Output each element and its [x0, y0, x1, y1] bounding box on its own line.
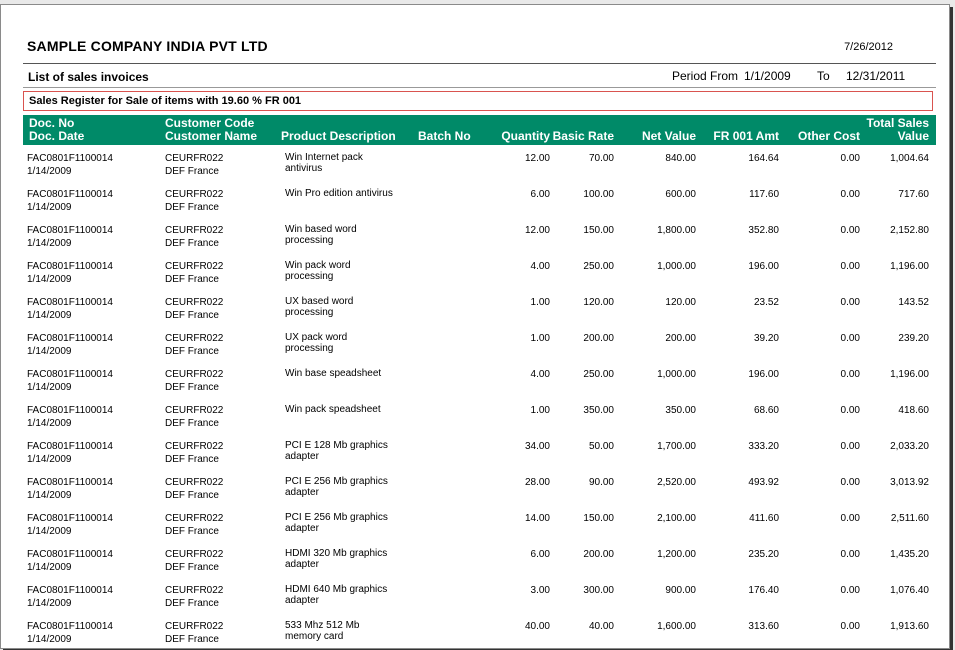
table-row — [23, 292, 936, 328]
customer-code: CEURFR022 — [165, 621, 224, 632]
customer-name: DEF France — [165, 274, 219, 285]
net-value: 1,700.00 — [657, 441, 696, 452]
table-row — [23, 364, 936, 400]
customer-name: DEF France — [165, 634, 219, 645]
customer-code: CEURFR022 — [165, 549, 224, 560]
col-product-description: Product Description — [281, 129, 396, 143]
product-description: Win base speadsheet — [285, 368, 382, 379]
net-value: 1,600.00 — [657, 621, 696, 632]
total-sales-value: 2,152.80 — [890, 225, 929, 236]
customer-name: DEF France — [165, 166, 219, 177]
product-description-cont: antivirus — [285, 163, 323, 174]
other-cost: 0.00 — [840, 405, 860, 416]
quantity: 12.00 — [524, 225, 550, 236]
total-sales-value: 1,196.00 — [890, 261, 929, 272]
table-row — [23, 472, 936, 508]
invoice-table — [23, 148, 936, 649]
product-description: Win Pro edition antivirus — [285, 188, 393, 199]
net-value: 1,200.00 — [657, 549, 696, 560]
col-batch-no: Batch No — [418, 129, 471, 143]
product-description-cont: adapter — [285, 451, 319, 462]
table-row — [23, 220, 936, 256]
register-title: Sales Register for Sale of items with 19.60 % FR 001 — [29, 95, 302, 107]
col-doc-no: Doc. No — [29, 116, 75, 130]
doc-date: 1/14/2009 — [27, 634, 72, 645]
product-description: Win Internet pack — [285, 152, 363, 163]
product-description: Win pack word — [285, 260, 351, 271]
quantity: 4.00 — [530, 369, 550, 380]
net-value: 1,000.00 — [657, 261, 696, 272]
doc-date: 1/14/2009 — [27, 418, 72, 429]
doc-date: 1/14/2009 — [27, 526, 72, 537]
product-description: PCI E 128 Mb graphics — [285, 440, 388, 451]
customer-code: CEURFR022 — [165, 477, 224, 488]
net-value: 1,000.00 — [657, 369, 696, 380]
quantity: 28.00 — [524, 477, 550, 488]
product-description: HDMI 640 Mb graphics — [285, 584, 388, 595]
tax-amount: 411.60 — [749, 513, 779, 524]
net-value: 900.00 — [665, 585, 696, 596]
quantity: 1.00 — [530, 405, 550, 416]
doc-date: 1/14/2009 — [27, 274, 72, 285]
doc-no: FAC0801F1100014 — [27, 369, 113, 380]
table-row — [23, 544, 936, 580]
net-value: 2,520.00 — [657, 477, 696, 488]
customer-code: CEURFR022 — [165, 333, 224, 344]
total-sales-value: 418.60 — [898, 405, 929, 416]
tax-amount: 23.52 — [753, 297, 779, 308]
basic-rate: 90.00 — [588, 477, 614, 488]
doc-date: 1/14/2009 — [27, 238, 72, 249]
basic-rate: 200.00 — [583, 333, 614, 344]
table-row — [23, 400, 936, 436]
period-to-value: 12/31/2011 — [846, 69, 906, 83]
tax-amount: 39.20 — [753, 333, 779, 344]
basic-rate: 150.00 — [583, 513, 614, 524]
total-sales-value: 143.52 — [898, 297, 929, 308]
doc-no: FAC0801F1100014 — [27, 297, 113, 308]
customer-name: DEF France — [165, 418, 219, 429]
tax-amount: 68.60 — [753, 405, 779, 416]
tax-amount: 196.00 — [748, 369, 779, 380]
col-customer-code: Customer Code — [165, 116, 255, 130]
doc-date: 1/14/2009 — [27, 598, 72, 609]
total-sales-value: 1,913.60 — [890, 621, 929, 632]
customer-name: DEF France — [165, 310, 219, 321]
doc-date: 1/14/2009 — [27, 490, 72, 501]
total-sales-value: 2,511.60 — [890, 513, 929, 524]
col-total-sales: Total Sales — [866, 116, 929, 130]
total-sales-value: 717.60 — [898, 189, 929, 200]
period-to-label: To — [817, 69, 830, 83]
net-value: 200.00 — [665, 333, 696, 344]
col-customer-name: Customer Name — [165, 129, 258, 143]
product-description: 533 Mhz 512 Mb — [285, 620, 360, 631]
product-description-cont: processing — [285, 307, 334, 318]
basic-rate: 250.00 — [583, 261, 614, 272]
tax-amount: 164.64 — [748, 153, 779, 164]
other-cost: 0.00 — [840, 297, 860, 308]
doc-date: 1/14/2009 — [27, 382, 72, 393]
product-description-cont: adapter — [285, 487, 319, 498]
customer-name: DEF France — [165, 382, 219, 393]
product-description-cont: processing — [285, 343, 334, 354]
product-description-cont: adapter — [285, 559, 319, 570]
doc-no: FAC0801F1100014 — [27, 585, 113, 596]
divider — [23, 63, 936, 64]
report-page — [0, 4, 950, 649]
product-description-cont: memory card — [285, 631, 344, 642]
total-sales-value: 2,033.20 — [890, 441, 929, 452]
doc-no: FAC0801F1100014 — [27, 549, 113, 560]
other-cost: 0.00 — [840, 549, 860, 560]
table-row — [23, 508, 936, 544]
tax-amount: 352.80 — [748, 225, 779, 236]
customer-code: CEURFR022 — [165, 297, 224, 308]
product-description: PCI E 256 Mb graphics — [285, 512, 388, 523]
other-cost: 0.00 — [840, 153, 860, 164]
customer-code: CEURFR022 — [165, 585, 224, 596]
customer-name: DEF France — [165, 454, 219, 465]
net-value: 350.00 — [665, 405, 696, 416]
customer-name: DEF France — [165, 526, 219, 537]
company-name: SAMPLE COMPANY INDIA PVT LTD — [27, 38, 268, 54]
net-value: 1,800.00 — [657, 225, 696, 236]
customer-code: CEURFR022 — [165, 261, 224, 272]
doc-no: FAC0801F1100014 — [27, 261, 113, 272]
product-description: UX pack word — [285, 332, 348, 343]
divider — [23, 87, 936, 88]
tax-amount: 117.60 — [749, 189, 779, 200]
doc-no: FAC0801F1100014 — [27, 621, 113, 632]
total-sales-value: 1,076.40 — [890, 585, 929, 596]
product-description-cont: adapter — [285, 595, 319, 606]
tax-amount: 235.20 — [748, 549, 779, 560]
customer-code: CEURFR022 — [165, 369, 224, 380]
quantity: 6.00 — [530, 189, 550, 200]
product-description-cont: adapter — [285, 523, 319, 534]
basic-rate: 100.00 — [583, 189, 614, 200]
total-sales-value: 1,004.64 — [890, 153, 929, 164]
quantity: 14.00 — [524, 513, 550, 524]
table-header — [23, 115, 936, 145]
doc-date: 1/14/2009 — [27, 202, 72, 213]
doc-date: 1/14/2009 — [27, 454, 72, 465]
other-cost: 0.00 — [840, 333, 860, 344]
customer-code: CEURFR022 — [165, 153, 224, 164]
tax-amount: 196.00 — [748, 261, 779, 272]
basic-rate: 50.00 — [588, 441, 614, 452]
customer-code: CEURFR022 — [165, 189, 224, 200]
net-value: 120.00 — [665, 297, 696, 308]
basic-rate: 40.00 — [588, 621, 614, 632]
doc-date: 1/14/2009 — [27, 346, 72, 357]
tax-amount: 176.40 — [748, 585, 779, 596]
product-description-cont: processing — [285, 235, 334, 246]
doc-date: 1/14/2009 — [27, 562, 72, 573]
basic-rate: 150.00 — [583, 225, 614, 236]
doc-no: FAC0801F1100014 — [27, 333, 113, 344]
quantity: 12.00 — [524, 153, 550, 164]
customer-code: CEURFR022 — [165, 513, 224, 524]
product-description: Win based word — [285, 224, 357, 235]
period-from-label: Period From — [672, 69, 739, 83]
col-other-cost: Other Cost — [797, 129, 860, 143]
other-cost: 0.00 — [840, 225, 860, 236]
basic-rate: 250.00 — [583, 369, 614, 380]
tax-amount: 313.60 — [748, 621, 779, 632]
customer-name: DEF France — [165, 202, 219, 213]
doc-no: FAC0801F1100014 — [27, 513, 113, 524]
col-basic-rate: Basic Rate — [552, 129, 614, 143]
table-row — [23, 616, 936, 649]
col-total-sales-value: Value — [897, 129, 929, 143]
other-cost: 0.00 — [840, 369, 860, 380]
customer-name: DEF France — [165, 346, 219, 357]
customer-name: DEF France — [165, 238, 219, 249]
doc-no: FAC0801F1100014 — [27, 441, 113, 452]
quantity: 1.00 — [530, 297, 550, 308]
doc-no: FAC0801F1100014 — [27, 189, 113, 200]
col-net-value: Net Value — [641, 129, 696, 143]
total-sales-value: 3,013.92 — [890, 477, 929, 488]
print-date: 7/26/2012 — [844, 41, 893, 53]
table-row — [23, 436, 936, 472]
product-description: UX based word — [285, 296, 354, 307]
other-cost: 0.00 — [840, 585, 860, 596]
customer-name: DEF France — [165, 490, 219, 501]
product-description-cont: processing — [285, 271, 334, 282]
table-row — [23, 148, 936, 184]
quantity: 1.00 — [530, 333, 550, 344]
other-cost: 0.00 — [840, 189, 860, 200]
quantity: 34.00 — [524, 441, 550, 452]
net-value: 2,100.00 — [657, 513, 696, 524]
doc-no: FAC0801F1100014 — [27, 225, 113, 236]
table-row — [23, 580, 936, 616]
table-row — [23, 184, 936, 220]
other-cost: 0.00 — [840, 621, 860, 632]
customer-code: CEURFR022 — [165, 225, 224, 236]
list-title: List of sales invoices — [28, 70, 149, 84]
total-sales-value: 239.20 — [898, 333, 929, 344]
other-cost: 0.00 — [840, 261, 860, 272]
product-description: HDMI 320 Mb graphics — [285, 548, 388, 559]
tax-amount: 493.92 — [748, 477, 779, 488]
doc-date: 1/14/2009 — [27, 310, 72, 321]
total-sales-value: 1,196.00 — [890, 369, 929, 380]
table-row — [23, 328, 936, 364]
quantity: 6.00 — [530, 549, 550, 560]
net-value: 600.00 — [665, 189, 696, 200]
quantity: 3.00 — [530, 585, 550, 596]
basic-rate: 350.00 — [583, 405, 614, 416]
basic-rate: 120.00 — [583, 297, 614, 308]
doc-date: 1/14/2009 — [27, 166, 72, 177]
col-quantity: Quantity — [501, 129, 550, 143]
doc-no: FAC0801F1100014 — [27, 477, 113, 488]
other-cost: 0.00 — [840, 441, 860, 452]
period-from-value: 1/1/2009 — [744, 69, 791, 83]
net-value: 840.00 — [665, 153, 696, 164]
product-description: PCI E 256 Mb graphics — [285, 476, 388, 487]
col-doc-date: Doc. Date — [29, 129, 85, 143]
doc-no: FAC0801F1100014 — [27, 153, 113, 164]
customer-code: CEURFR022 — [165, 405, 224, 416]
quantity: 40.00 — [524, 621, 550, 632]
basic-rate: 200.00 — [583, 549, 614, 560]
customer-code: CEURFR022 — [165, 441, 224, 452]
other-cost: 0.00 — [840, 477, 860, 488]
doc-no: FAC0801F1100014 — [27, 405, 113, 416]
basic-rate: 70.00 — [588, 153, 614, 164]
table-row — [23, 256, 936, 292]
basic-rate: 300.00 — [583, 585, 614, 596]
customer-name: DEF France — [165, 562, 219, 573]
product-description: Win pack speadsheet — [285, 404, 381, 415]
tax-amount: 333.20 — [748, 441, 779, 452]
total-sales-value: 1,435.20 — [890, 549, 929, 560]
col-tax-amt: FR 001 Amt — [713, 129, 779, 143]
quantity: 4.00 — [530, 261, 550, 272]
register-title-box — [23, 91, 933, 111]
other-cost: 0.00 — [840, 513, 860, 524]
customer-name: DEF France — [165, 598, 219, 609]
